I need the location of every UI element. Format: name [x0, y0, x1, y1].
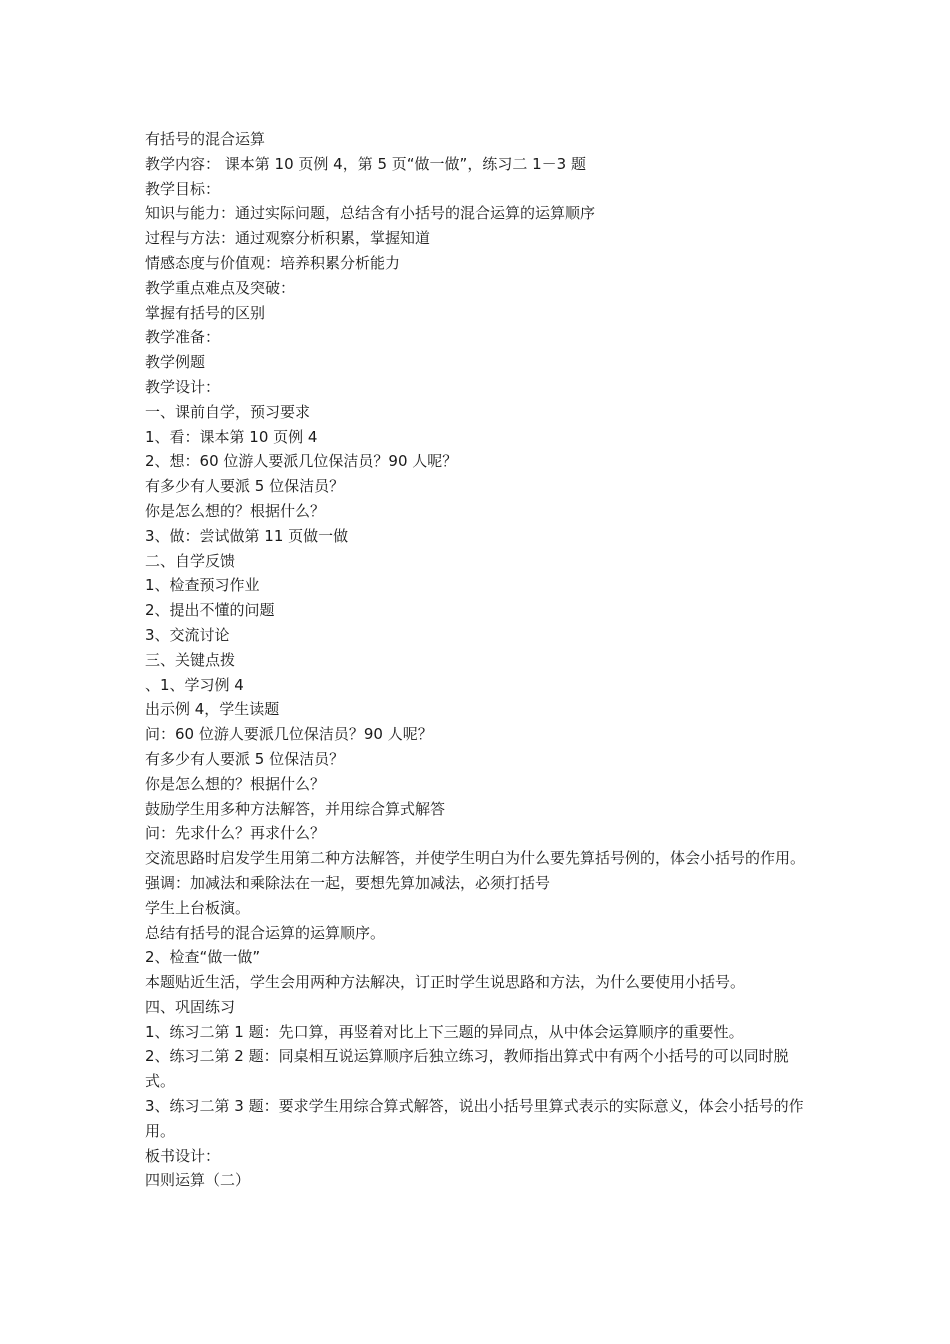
key-points-line: 掌握有括号的区别 — [145, 303, 266, 322]
preparation-heading: 教学准备： — [145, 328, 221, 347]
list-item: 本题贴近生活，学生会用两种方法解决，订正时学生说思路和方法，为什么要使用小括号。 — [145, 973, 746, 992]
list-item: 3、做：尝试做第 11 页做一做 — [145, 526, 349, 545]
goal-attitude-line: 情感态度与价值观：培养积累分析能力 — [145, 253, 401, 272]
list-item: 2、练习二第 2 题：同桌相互说运算顺序后独立练习，教师指出算式中有两个小括号的可以同时脱式。 — [145, 1047, 789, 1091]
board-design-line: 四则运算（二） — [145, 1171, 251, 1190]
key-points-heading: 教学重点难点及突破： — [145, 278, 296, 297]
section-three-heading: 三、关键点拨 — [145, 650, 236, 669]
list-item: 1、检查预习作业 — [145, 576, 260, 595]
list-item: 鼓励学生用多种方法解答，并用综合算式解答 — [145, 799, 446, 818]
list-item: 2、想：60 位游人要派几位保洁员？90 人呢？ — [145, 452, 458, 471]
list-item: 你是怎么想的？根据什么？ — [145, 501, 326, 520]
list-item: 2、检查“做一做” — [145, 948, 261, 967]
section-one-heading: 一、课前自学，预习要求 — [145, 402, 311, 421]
list-item: 出示例 4，学生读题 — [145, 700, 280, 719]
design-heading: 教学设计： — [145, 377, 221, 396]
document-title: 有括号的混合运算 — [145, 130, 266, 148]
list-item: 问：先求什么？再求什么？ — [145, 824, 326, 843]
list-item: 总结有括号的混合运算的运算顺序。 — [145, 923, 386, 942]
list-item: 问：60 位游人要派几位保洁员？90 人呢？ — [145, 725, 433, 744]
document-body — [145, 127, 810, 1193]
list-item: 3、练习二第 3 题：要求学生用综合算式解答，说出小括号里算式表示的实际意义，体会小括号的作用。 — [145, 1097, 804, 1140]
list-item: 学生上台板演。 — [145, 898, 251, 917]
list-item: 强调：加减法和乘除法在一起，要想先算加减法，必须打括号 — [145, 873, 551, 892]
teaching-content-line: 教学内容： 课本第 10 页例 4，第 5 页“做一做”，练习二 1－3 题 — [145, 154, 586, 173]
list-item: 2、提出不懂的问题 — [145, 601, 275, 620]
list-item: 你是怎么想的？根据什么？ — [145, 774, 326, 793]
list-item: 有多少有人要派 5 位保洁员？ — [145, 477, 345, 496]
list-item: 1、练习二第 1 题：先口算，再竖着对比上下三题的异同点，从中体会运算顺序的重要性。 — [145, 1022, 744, 1041]
section-two-heading: 二、自学反馈 — [145, 551, 236, 570]
goal-process-line: 过程与方法：通过观察分析积累，掌握知道 — [145, 229, 431, 248]
list-item: 1、看：课本第 10 页例 4 — [145, 427, 318, 446]
section-four-heading: 四、巩固练习 — [145, 997, 236, 1016]
teaching-goals-heading: 教学目标： — [145, 179, 221, 198]
goal-knowledge-line: 知识与能力：通过实际问题，总结含有小括号的混合运算的运算顺序 — [145, 204, 596, 223]
list-item: 3、交流讨论 — [145, 625, 230, 644]
preparation-line: 教学例题 — [145, 353, 206, 372]
list-item: 有多少有人要派 5 位保洁员？ — [145, 749, 345, 768]
list-item: 交流思路时启发学生用第二种方法解答，并使学生明白为什么要先算括号例的，体会小括号的作用。 — [145, 849, 806, 868]
list-item: 、1、学习例 4 — [145, 675, 244, 694]
board-design-heading: 板书设计： — [145, 1146, 221, 1165]
